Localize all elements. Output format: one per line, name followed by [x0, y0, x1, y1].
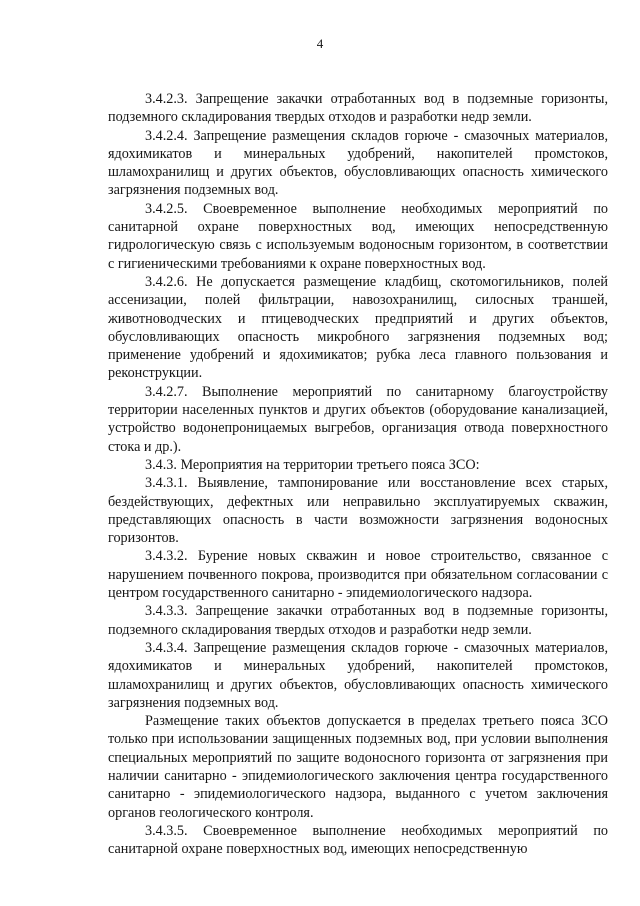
paragraph-3-4-2-7: 3.4.2.7. Выполнение мероприятий по санитарному благоустройству территории населенных пунктов и других объектов (оборудование канализацией, устройство водонепроницаемых выгребов, организация отвода поверхностного стока и др.).: [108, 383, 608, 455]
paragraph-3-4-3-5: 3.4.3.5. Своевременное выполнение необходимых мероприятий по санитарной охране поверхностных вод, имеющих непосредственную: [108, 822, 608, 858]
paragraph-3-4-2-3: 3.4.2.3. Запрещение закачки отработанных вод в подземные горизонты, подземного складирования твердых отходов и разработки недр земли.: [108, 91, 608, 126]
paragraph-placement-conditions: Размещение таких объектов допускается в пределах третьего пояса ЗСО только при использовании защищенных подземных вод, при условии выполнения специальных мероприятий по защите водоносного горизонта от загрязнения при наличии санитарно - эпидемиологического заключения центра государственного санитарно - эпидемиологического надзора, выданного с учетом заключения органов геологического контроля.: [108, 713, 608, 821]
paragraph-3-4-3-4: 3.4.3.4. Запрещение размещения складов горюче - смазочных материалов, ядохимикатов и минеральных удобрений, накопителей промстоков, шламохранилищ и других объектов, обусловливающих опасность химического загрязнения подземных вод.: [108, 639, 608, 711]
section-heading-3-4-3: 3.4.3. Мероприятия на территории третьего пояса ЗСО:: [145, 456, 480, 473]
paragraph-3-4-3-1: 3.4.3.1. Выявление, тампонирование или восстановление всех старых, бездействующих, дефектных или неправильно эксплуатируемых скважин, представляющих опасность в части возможности загрязнения водоносных горизонтов.: [108, 475, 608, 547]
paragraph-3-4-2-4: 3.4.2.4. Запрещение размещения складов горюче - смазочных материалов, ядохимикатов и минеральных удобрений, накопителей промстоков, шламохранилищ и других объектов, обусловливающих опасность химического загрязнения подземных вод.: [108, 127, 608, 199]
paragraph-3-4-3-2: 3.4.3.2. Бурение новых скважин и новое строительство, связанное с нарушением почвенного покрова, производится при обязательном согласовании с центром государственного санитарно - эпидемиологического надзора.: [108, 548, 608, 602]
paragraph-3-4-2-5: 3.4.2.5. Своевременное выполнение необходимых мероприятий по санитарной охране поверхностных вод, имеющих непосредственную гидрологическую связь с используемым водоносным горизонтом, в соответствии с гигиеническими требованиями к охране поверхностных вод.: [108, 200, 608, 272]
paragraph-3-4-2-6: 3.4.2.6. Не допускается размещение кладбищ, скотомогильников, полей ассенизации, полей фильтрации, навозохранилищ, силосных траншей, животноводческих и птицеводческих предприятий и других объектов, обусловливающих опасность микробного загрязнения подземных вод; применение удобрений и ядохимикатов; рубка леса главного пользования и реконструкции.: [108, 273, 608, 382]
paragraph-3-4-3-3: 3.4.3.3. Запрещение закачки отработанных вод в подземные горизонты, подземного складирования твердых отходов и разработки недр земли.: [108, 603, 608, 638]
page-number: 4: [316, 36, 324, 51]
document-body: [108, 90, 608, 858]
